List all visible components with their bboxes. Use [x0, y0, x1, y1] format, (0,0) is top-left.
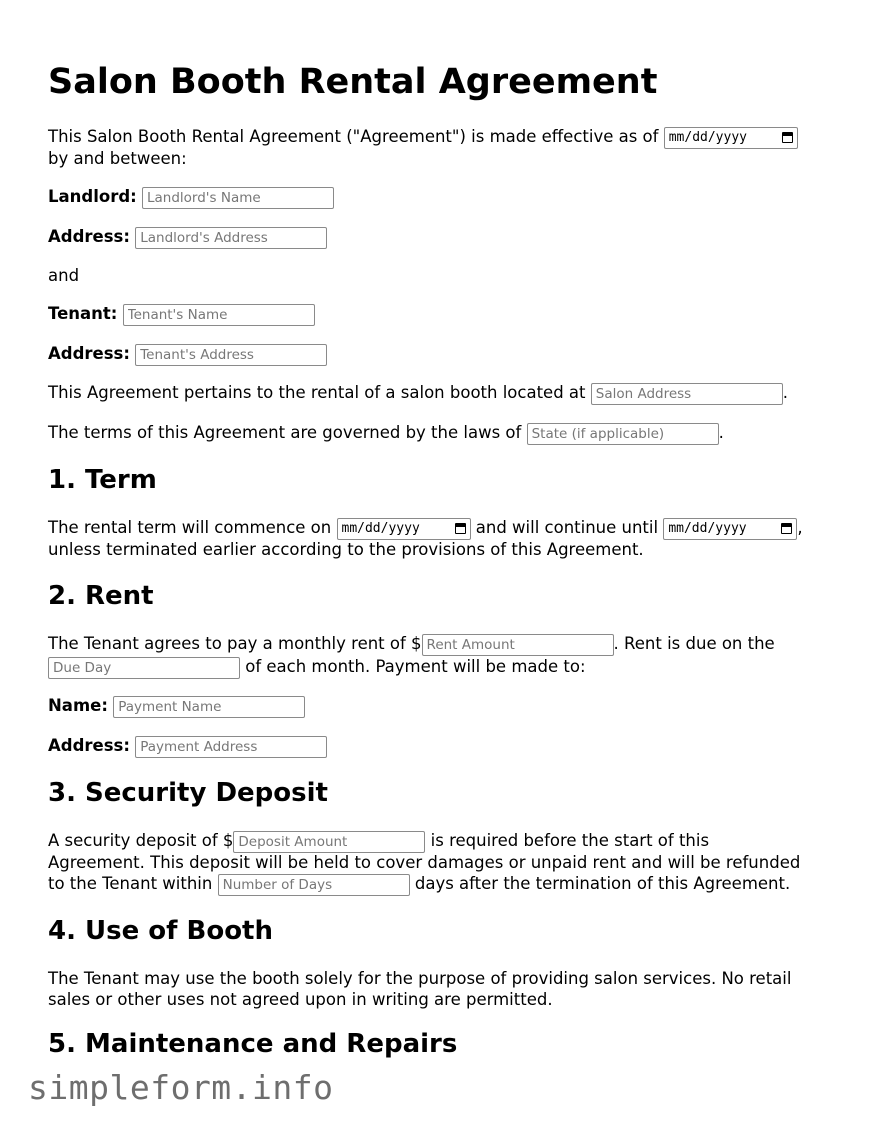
rent-row-2	[48, 656, 586, 679]
calendar-icon	[781, 523, 792, 534]
location-row	[48, 382, 788, 405]
deposit-row-3	[48, 873, 790, 896]
payment-name-row	[48, 695, 305, 718]
calendar-icon	[782, 132, 793, 143]
deposit-text-2: is required before the start of this	[430, 831, 710, 850]
intro-line-2: by and between:	[48, 149, 187, 168]
rent-text-3: of each month. Payment will be made to:	[245, 657, 586, 676]
payment-name-label: Name:	[48, 696, 108, 715]
state-input[interactable]	[527, 423, 719, 445]
landlord-address-input[interactable]	[135, 227, 327, 249]
term-start-date-input[interactable]	[337, 518, 471, 540]
payment-name-input[interactable]	[113, 696, 305, 718]
deposit-text-1: A security deposit of $	[48, 831, 234, 850]
deposit-row	[48, 830, 709, 853]
deposit-text-4: to the Tenant within	[48, 874, 213, 893]
section-rent-heading: 2. Rent	[48, 581, 154, 611]
tenant-address-row	[48, 343, 327, 366]
section-use-heading: 4. Use of Booth	[48, 916, 273, 946]
landlord-name-input[interactable]	[142, 187, 334, 209]
section-maintenance-heading: 5. Maintenance and Repairs	[48, 1029, 458, 1059]
law-text: The terms of this Agreement are governed by the laws of	[48, 423, 522, 442]
deposit-row-2: Agreement. This deposit will be held to cover damages or unpaid rent and will be refunded	[48, 853, 801, 872]
term-comma: ,	[797, 518, 803, 537]
landlord-label: Landlord:	[48, 187, 137, 206]
tenant-address-label: Address:	[48, 344, 130, 363]
term-start-date-text: mm/dd/yyyy	[341, 520, 420, 536]
landlord-address-label: Address:	[48, 227, 130, 246]
use-paragraph: The Tenant may use the booth solely for the purpose of providing salon services. No retail sales or other uses not agreed upon in writing are permitted.	[48, 969, 792, 1009]
location-period: .	[782, 383, 788, 402]
intro-text: This Salon Booth Rental Agreement ("Agreement") is made effective as of	[48, 127, 659, 146]
page-title: Salon Booth Rental Agreement	[48, 62, 658, 102]
rent-text-1: The Tenant agrees to pay a monthly rent of $	[48, 634, 422, 653]
deposit-text-5: days after the termination of this Agreement.	[414, 874, 791, 893]
tenant-name-input[interactable]	[123, 304, 315, 326]
term-text-1: The rental term will commence on	[48, 518, 332, 537]
salon-address-input[interactable]	[591, 383, 783, 405]
tenant-name-row	[48, 303, 315, 326]
intro-line	[48, 126, 798, 149]
term-row	[48, 517, 803, 540]
term-row-2: unless terminated earlier according to the provisions of this Agreement.	[48, 540, 644, 559]
term-end-date-text: mm/dd/yyyy	[668, 520, 747, 536]
effective-date-text: mm/dd/yyyy	[668, 129, 747, 145]
section-term-heading: 1. Term	[48, 465, 157, 495]
term-end-date-input[interactable]	[663, 518, 797, 540]
term-text-2: and will continue until	[475, 518, 659, 537]
law-period: .	[718, 423, 724, 442]
rent-row	[48, 633, 775, 656]
law-row	[48, 422, 724, 445]
refund-days-input[interactable]	[218, 874, 410, 896]
payment-address-row	[48, 735, 327, 758]
payment-address-label: Address:	[48, 736, 130, 755]
location-text: This Agreement pertains to the rental of a salon booth located at	[48, 383, 586, 402]
deposit-amount-input[interactable]	[233, 831, 425, 853]
and-text: and	[48, 266, 80, 285]
calendar-icon	[455, 523, 466, 534]
tenant-label: Tenant:	[48, 304, 118, 323]
watermark-logo: simpleform.info	[28, 1068, 334, 1107]
rent-amount-input[interactable]	[422, 634, 614, 656]
section-deposit-heading: 3. Security Deposit	[48, 778, 328, 808]
due-day-input[interactable]	[48, 657, 240, 679]
tenant-address-input[interactable]	[135, 344, 327, 366]
rent-text-2: . Rent is due on the	[613, 634, 775, 653]
payment-address-input[interactable]	[135, 736, 327, 758]
landlord-address-row	[48, 226, 327, 249]
landlord-name-row	[48, 186, 334, 209]
effective-date-input[interactable]	[664, 127, 798, 149]
